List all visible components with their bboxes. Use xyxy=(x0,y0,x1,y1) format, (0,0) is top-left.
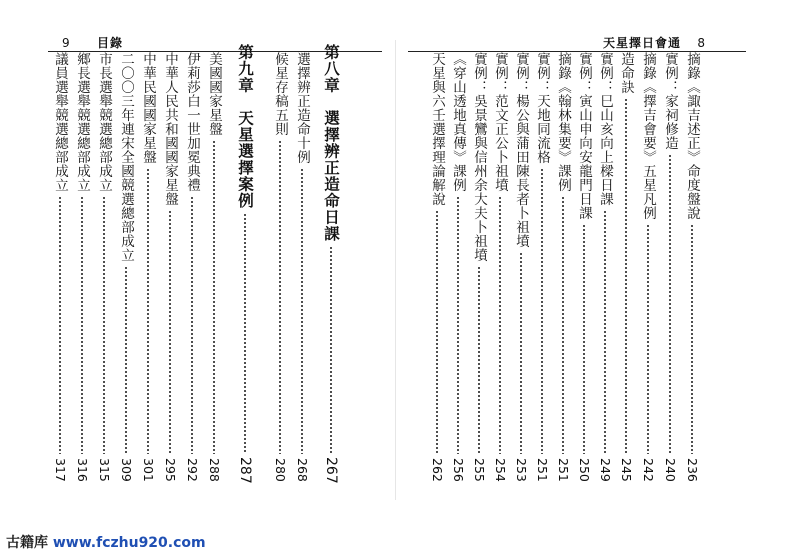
toc-entry: 實例：吳景鸞與信州余大夫卜祖墳 255 xyxy=(471,52,487,482)
book-gutter xyxy=(395,40,396,500)
left-page-header xyxy=(62,34,123,51)
toc-entry: 議員選舉競選總部成立 317 xyxy=(52,52,68,482)
toc-chapter-heading: 第八章 選擇辨正造命日課 267 xyxy=(322,44,341,484)
watermark-site-name: 古籍库 xyxy=(6,535,48,551)
toc-entry: 二〇〇三年連宋全國競選總部成立 309 xyxy=(118,52,134,482)
right-running-title: 天星擇日會通 xyxy=(602,36,681,50)
toc-entry: 中華人民共和國國家星盤 295 xyxy=(162,52,178,482)
toc-chapter-heading: 第九章 天星選擇案例 287 xyxy=(236,44,255,484)
toc-entry: 實例：寅山申向安龍門日課 250 xyxy=(576,52,592,482)
site-watermark xyxy=(6,532,206,552)
toc-entry: 實例：天地同流格 251 xyxy=(534,52,550,482)
toc-entry: 摘錄《諏吉述正》命度盤說 236 xyxy=(684,52,700,482)
toc-entry: 造命訣 245 xyxy=(618,52,634,482)
toc-entry: 候星存稿五則 280 xyxy=(272,52,288,482)
toc-entry: 《穿山透地真傳》課例 256 xyxy=(450,52,466,482)
toc-entry: 實例：巳山亥向上樑日課 249 xyxy=(597,52,613,482)
toc-entry: 美國國家星盤 288 xyxy=(206,52,222,482)
toc-entry: 伊莉莎白一世加冕典禮 292 xyxy=(184,52,200,482)
toc-entry: 天星與六壬選擇理論解說 262 xyxy=(429,52,445,482)
toc-entry: 摘錄《翰林集要》課例 251 xyxy=(555,52,571,482)
left-running-title: 目錄 xyxy=(97,36,124,50)
toc-entry: 選擇辨正造命十例 268 xyxy=(294,52,310,482)
toc-entry: 鄉長選舉競選總部成立 316 xyxy=(74,52,90,482)
watermark-url: www.fczhu920.com xyxy=(52,535,206,551)
toc-entry: 市長選舉競選總部成立 315 xyxy=(96,52,112,482)
toc-entry: 實例：楊公與蒲田陳長者卜祖墳 253 xyxy=(513,52,529,482)
toc-entry: 實例：家祠修造 240 xyxy=(662,52,678,482)
left-page-number: 9 xyxy=(62,36,71,50)
right-page-header xyxy=(603,34,706,51)
toc-entry: 中華民國國家星盤 301 xyxy=(140,52,156,482)
toc-entry: 摘錄《擇吉會要》五星凡例 242 xyxy=(640,52,656,482)
toc-entry: 實例：范文正公卜祖墳 254 xyxy=(492,52,508,482)
right-page-number: 8 xyxy=(697,36,706,50)
